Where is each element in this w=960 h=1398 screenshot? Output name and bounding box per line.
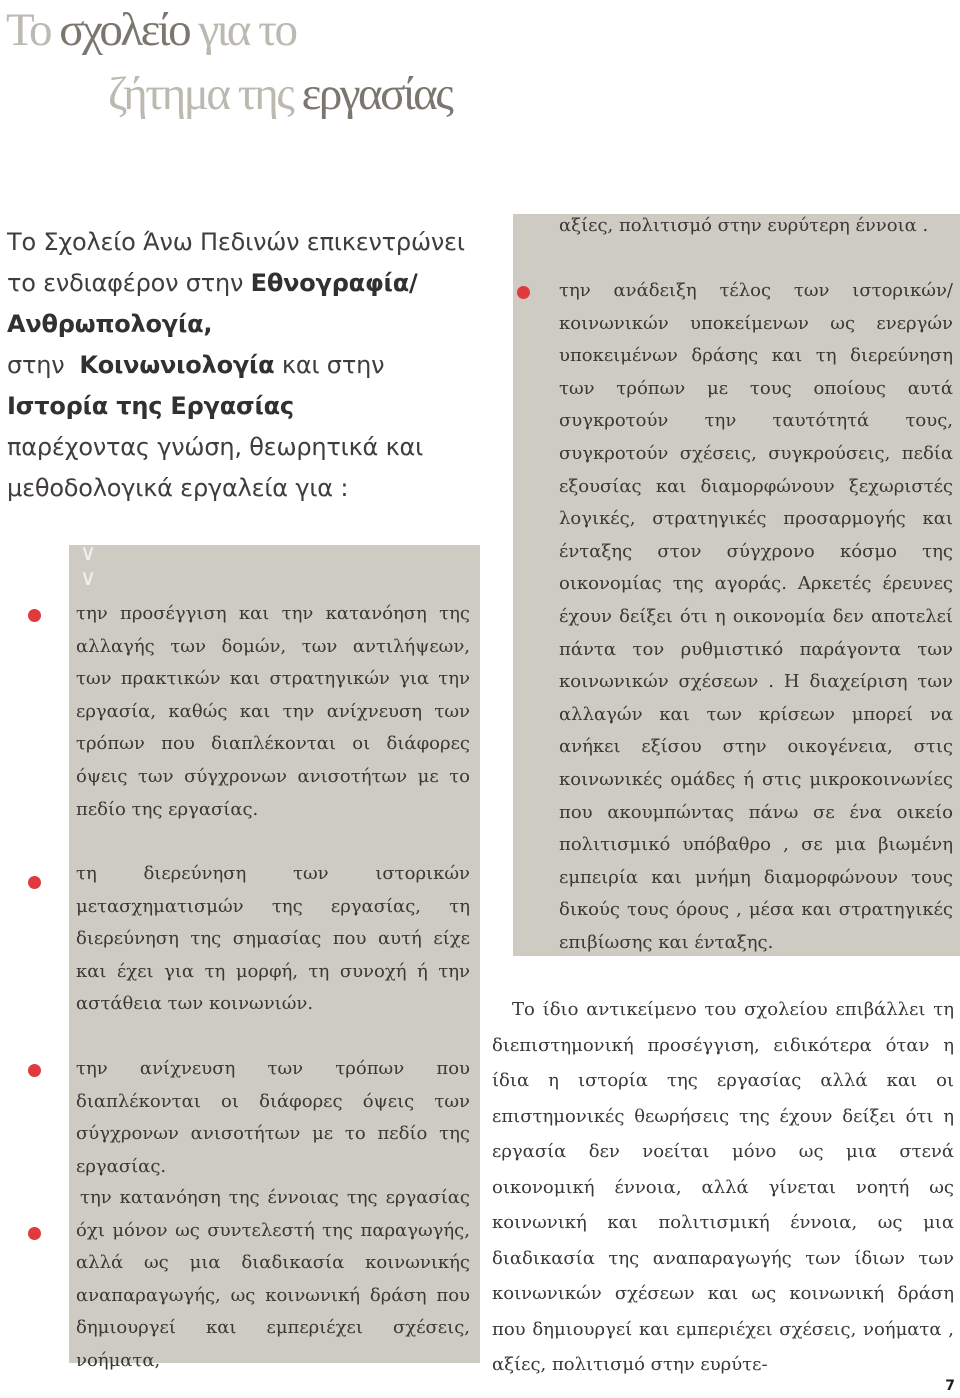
intro-emphasis: Εθνογραφία/Ανθρωπολογία, xyxy=(7,269,418,338)
chevron-down-icon: ∨ xyxy=(80,541,97,566)
bullet-item: την κατανόηση της έννοιας της εργασίας όχι μόνον ως συντελεστή της παραγωγής, αλλά ως μια διαδικασία κοινωνικής αναπαραγωγής, ως κοινωνική δράση που δημιουργεί και εμπεριέχει σχέσεις, νοήματα, xyxy=(76,1187,470,1371)
bullet-item: την προσέγγιση και την κατανόηση της αλλαγής των δομών, των αντιλήψεων, των πρακτικών και στρατηγικών για την εργασία, καθώς και την ανίχνευση των τρόπων που διαπλέκονται οι διάφορες όψεις των σύγχρονων ανισοτήτων με το πεδίο της εργασίας. xyxy=(76,603,470,820)
bullet-dot-icon xyxy=(28,1227,41,1240)
title-line-2: ζήτημα της εργασίας xyxy=(108,68,452,120)
page-title xyxy=(6,0,451,126)
continuation-text: αξίες, πολιτισμό στην ευρύτερη έννοια . xyxy=(559,215,929,236)
bullet-dot-icon xyxy=(28,1064,41,1077)
bullet-dot-icon xyxy=(28,609,41,622)
intro-paragraph: Το Σχολείο Άνω Πεδινών επικεντρώνει το ενδιαφέρον στην Εθνογραφία/Ανθρωπολογία, στην Κοινωνιολογία και στην Ιστορία της Εργασίας παρέχοντας γνώση, θεωρητικά και μεθοδολογικά εργαλεία για : xyxy=(7,228,465,502)
body-paragraph: Το ίδιο αντικείμενο του σχολείου επιβάλλει τη διεπιστημονική προσέγγιση, ειδικότερα όταν η ίδια η ιστορία της εργασίας αλλά και οι επιστημονικές θεωρήσεις της έχουν δείξει ότι η εργασία δεν νοείται μόνο ως μια στενά οικονομική έννοια, αλλά γίνεται νοητή ως κοινωνική και πολιτισμική έννοια, ως μια διαδικασία της αναπαραγωγής των ίδιων των κοινωνικών σχέσεων και ως κοινωνική δράση που δημιουργεί και εμπεριέχει σχέσεις, νοήματα , αξίες, πολιτισμό στην ευρύτε- xyxy=(492,999,954,1375)
intro-emphasis: Ιστορία της Εργασίας xyxy=(7,392,294,420)
bullet-item: τη διερεύνηση των ιστορικών μετασχηματισμών της εργασίας, τη διερεύνηση της σημασίας που αυτή είχε και έχει για τη μορφή, τη συνοχή ή την αστάθεια των κοινωνιών. xyxy=(76,863,470,1015)
bullet-item: την ανάδειξη τέλος των ιστορικών/κοινωνικών υποκείμενων ως ενεργών υποκειμένων δράσης και τη διερεύνηση των τρόπων με τους οποίους αυτά συγκροτούν την ταυτότητά τους, συγκροτούν σχέσεις, συγκρούσεις, πεδία εξουσίας και διαμορφώνουν ξεχωριστές λογικές, στρατηγικές προσαρμογής και ένταξης στον σύγχρονο κόσμο της οικονομίας της αγοράς. Αρκετές έρευνες έχουν δείξει ότι η οικονομία δεν αποτελεί πάντα τον ρυθμιστικό παράγοντα των κοινωνικών σχέσεων . Η διαχείριση των αλλαγών και των κρίσεων μπορεί να ανήκει εξίσου στην οικογένεια, στις κοινωνικές ομάδες ή στις μικροκοινωνίες που ακουμπώντας πάνω σε ένα οικείο πολιτισμικό υπόβαθρο , σε μια βιωμένη εμπειρία και μνήμη διαμορφώνουν τους δικούς τους όρους , μέσα και στρατηγικές επιβίωσης και ένταξης. xyxy=(559,280,953,953)
chevron-down-icon: ∨ xyxy=(80,566,97,591)
bullet-dot-icon xyxy=(517,286,530,299)
chevron-down-icons xyxy=(80,541,96,591)
bullet-dot-icon xyxy=(28,876,41,889)
title-line-1: Το σχολείο για το xyxy=(6,4,296,56)
page-number: 7 xyxy=(945,1378,955,1394)
bullet-item: την ανίχνευση των τρόπων που διαπλέκονται οι διάφορες όψεις των σύγχρονων ανισοτήτων με το πεδίο της εργασίας. xyxy=(76,1058,470,1177)
intro-emphasis: Κοινωνιολογία xyxy=(79,351,275,379)
